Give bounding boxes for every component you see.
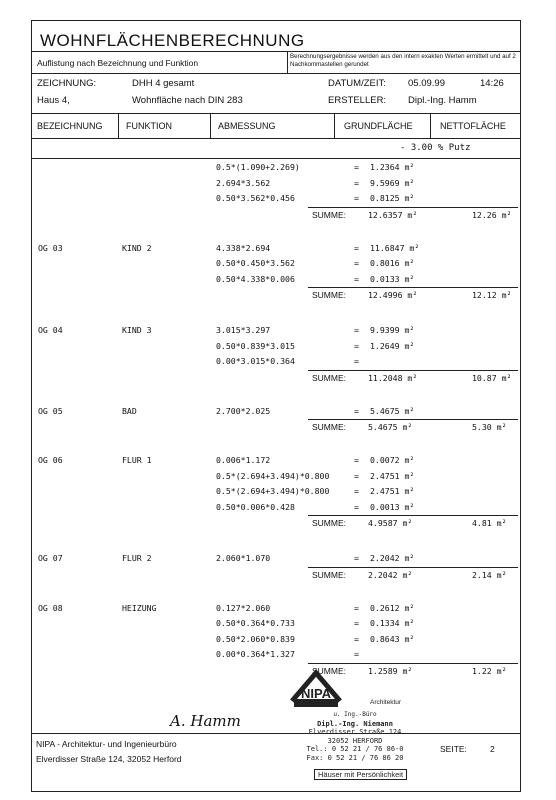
divider [430, 113, 431, 138]
sum-label: SUMME: [312, 665, 346, 676]
room-id: OG 06 [38, 455, 63, 465]
stamp-architektur: Architektur [370, 699, 402, 706]
area-value: 2.4751 m² [370, 470, 415, 481]
sum-divider [308, 419, 518, 420]
sum-label: SUMME: [312, 422, 346, 432]
sum-value: 2.2042 m² [368, 569, 413, 580]
room-function: FLUR 1 [122, 455, 152, 465]
area-value: 0.0013 m² [370, 501, 415, 512]
dimension-formula: 0.50*0.006*0.428 [216, 501, 295, 512]
divider [287, 51, 288, 73]
area-value: 5.4675 m² [370, 405, 415, 416]
stamp-address: u. Ing.-Büro Dipl.-Ing. Niemann Elverdisser Straße 124 32052 HERFORD Tel.: 0 52 21 / 76 86-0 Fax: 0 52 21 / 76 86 20 [306, 711, 404, 762]
company-stamp [274, 665, 434, 779]
haus-label: Haus 4, [37, 95, 70, 106]
area-value: 0.0133 m² [370, 273, 415, 284]
net-area-value: 12.26 m² [472, 209, 512, 220]
equals-sign: = [354, 649, 359, 659]
equals-sign: = [354, 618, 359, 628]
room-id: OG 05 [38, 405, 63, 416]
sum-divider [308, 207, 518, 208]
area-value: 1.2649 m² [370, 340, 415, 351]
equals-sign: = [354, 486, 359, 496]
equals-sign: = [354, 340, 359, 351]
equals-sign: = [354, 470, 359, 481]
room-function: FLUR 2 [122, 553, 152, 563]
room-id: OG 04 [38, 325, 63, 335]
equals-sign: = [354, 501, 359, 512]
room-id: OG 03 [38, 242, 63, 253]
signature: A. Hamm [170, 712, 241, 730]
sum-value: 5.4675 m² [368, 422, 413, 432]
area-value: 0.8125 m² [370, 193, 415, 203]
sum-divider [308, 287, 518, 288]
divider [32, 73, 520, 74]
room-id: OG 07 [38, 553, 63, 563]
net-area-value: 5.30 m² [472, 422, 507, 432]
room-id: OG 08 [38, 602, 63, 613]
dimension-formula: 0.00*0.364*1.327 [216, 649, 295, 659]
area-value: 2.4751 m² [370, 486, 415, 496]
divider [32, 138, 520, 139]
wohnflaeche-label: Wohnfläche nach DIN 283 [132, 95, 243, 106]
column-header-bezeichnung: BEZEICHNUNG [37, 121, 103, 131]
net-area-value: 2.14 m² [472, 569, 507, 580]
equals-sign: = [354, 258, 359, 268]
dimension-formula: 0.5*(2.694+3.494)*0.800 [216, 486, 330, 496]
equals-sign: = [354, 193, 359, 203]
equals-sign: = [354, 455, 359, 465]
sum-value: 1.2589 m² [368, 665, 413, 676]
area-value: 0.8643 m² [370, 633, 415, 644]
dimension-formula: 2.060*1.070 [216, 553, 271, 563]
column-header-nettoflaeche: NETTOFLÄCHE [440, 121, 506, 131]
column-header-abmessung: ABMESSUNG [218, 121, 276, 131]
area-value: 9.9399 m² [370, 325, 415, 335]
divider [210, 113, 211, 138]
dimension-formula: 0.5*(2.694+3.494)*0.800 [216, 470, 330, 481]
seite-value: 2 [490, 744, 495, 754]
sum-value: 11.2048 m² [368, 372, 418, 383]
dimension-formula: 0.50*3.562*0.456 [216, 193, 295, 203]
column-header-funktion: FUNKTION [126, 121, 172, 131]
dimension-formula: 0.50*2.060*0.839 [216, 633, 295, 644]
dimension-formula: 2.700*2.025 [216, 405, 271, 416]
zeichnung-value: DHH 4 gesamt [132, 78, 195, 89]
room-function: KIND 2 [122, 242, 152, 253]
equals-sign: = [354, 602, 359, 613]
sum-value: 12.4996 m² [368, 290, 418, 300]
equals-sign: = [354, 356, 359, 366]
dimension-formula: 0.127*2.060 [216, 602, 271, 613]
footer-company: NIPA - Architektur- und Ingenieurbüro [36, 739, 177, 749]
equals-sign: = [354, 633, 359, 644]
sum-label: SUMME: [312, 290, 346, 300]
nipa-logo [288, 667, 344, 709]
document-title: WOHNFLÄCHENBERECHNUNG [40, 31, 305, 50]
room-function: BAD [122, 405, 137, 416]
divider [334, 113, 335, 138]
sum-divider [308, 370, 518, 371]
area-value: 0.1334 m² [370, 618, 415, 628]
dimension-formula: 0.006*1.172 [216, 455, 271, 465]
stamp-slogan: Häuser mit Persönlichkeit [314, 769, 407, 780]
zeit-value: 14:26 [480, 78, 504, 89]
sum-value: 12.6357 m² [368, 209, 418, 220]
dimension-formula: 2.694*3.562 [216, 177, 271, 188]
dimension-formula: 0.00*3.015*0.364 [216, 356, 295, 366]
net-area-value: 12.12 m² [472, 290, 512, 300]
sum-label: SUMME: [312, 569, 346, 580]
sum-label: SUMME: [312, 209, 346, 220]
equals-sign: = [354, 405, 359, 416]
ersteller-label: ERSTELLER: [328, 95, 387, 106]
column-header-grundflaeche: GRUNDFLÄCHE [344, 121, 413, 131]
room-function: HEIZUNG [122, 602, 157, 613]
putz-label: - 3.00 % Putz [400, 143, 471, 153]
dimension-formula: 0.50*0.364*0.733 [216, 618, 295, 628]
seite-label: SEITE: [440, 744, 467, 754]
sum-label: SUMME: [312, 372, 346, 383]
ersteller-value: Dipl.-Ing. Hamm [408, 95, 477, 106]
dimension-formula: 0.50*0.450*3.562 [216, 258, 295, 268]
equals-sign: = [354, 242, 359, 253]
logo-text: NIPA [300, 686, 332, 701]
zeichnung-label: ZEICHNUNG: [37, 78, 97, 89]
divider [118, 113, 119, 138]
area-value: 11.6847 m² [370, 242, 420, 253]
area-value: 0.8016 m² [370, 258, 415, 268]
datum-label: DATUM/ZEIT: [328, 78, 386, 89]
dimension-formula: 4.338*2.694 [216, 242, 271, 253]
dimension-formula: 0.50*0.839*3.015 [216, 340, 295, 351]
equals-sign: = [354, 162, 359, 172]
divider [32, 113, 520, 114]
equals-sign: = [354, 177, 359, 188]
area-value: 2.2042 m² [370, 553, 415, 563]
equals-sign: = [354, 273, 359, 284]
subtitle-left: Auflistung nach Bezeichnung und Funktion [37, 58, 199, 68]
equals-sign: = [354, 325, 359, 335]
sum-label: SUMME: [312, 518, 346, 528]
net-area-value: 10.87 m² [472, 372, 512, 383]
area-value: 0.0072 m² [370, 455, 415, 465]
footer-address: Elverdisser Straße 124, 32052 Herford [36, 754, 182, 764]
dimension-formula: 0.5*(1.090+2.269) [216, 162, 300, 172]
room-function: KIND 3 [122, 325, 152, 335]
sum-divider [308, 567, 518, 568]
area-value: 0.2612 m² [370, 602, 415, 613]
sum-divider [308, 663, 518, 664]
subtitle-right: Berechnungsergebnisse werden aus den intern exakten Werten ermittelt und auf 2 Nachkommastellen gerundet [290, 53, 516, 68]
equals-sign: = [354, 553, 359, 563]
net-area-value: 1.22 m² [472, 665, 507, 676]
area-value: 1.2364 m² [370, 162, 415, 172]
net-area-value: 4.81 m² [472, 518, 507, 528]
dimension-formula: 0.50*4.338*0.006 [216, 273, 295, 284]
divider [32, 158, 520, 159]
sum-divider [308, 515, 518, 516]
dimension-formula: 3.015*3.297 [216, 325, 271, 335]
area-value: 9.5969 m² [370, 177, 415, 188]
sum-value: 4.9587 m² [368, 518, 413, 528]
datum-value: 05.09.99 [408, 78, 445, 89]
divider [32, 51, 520, 52]
